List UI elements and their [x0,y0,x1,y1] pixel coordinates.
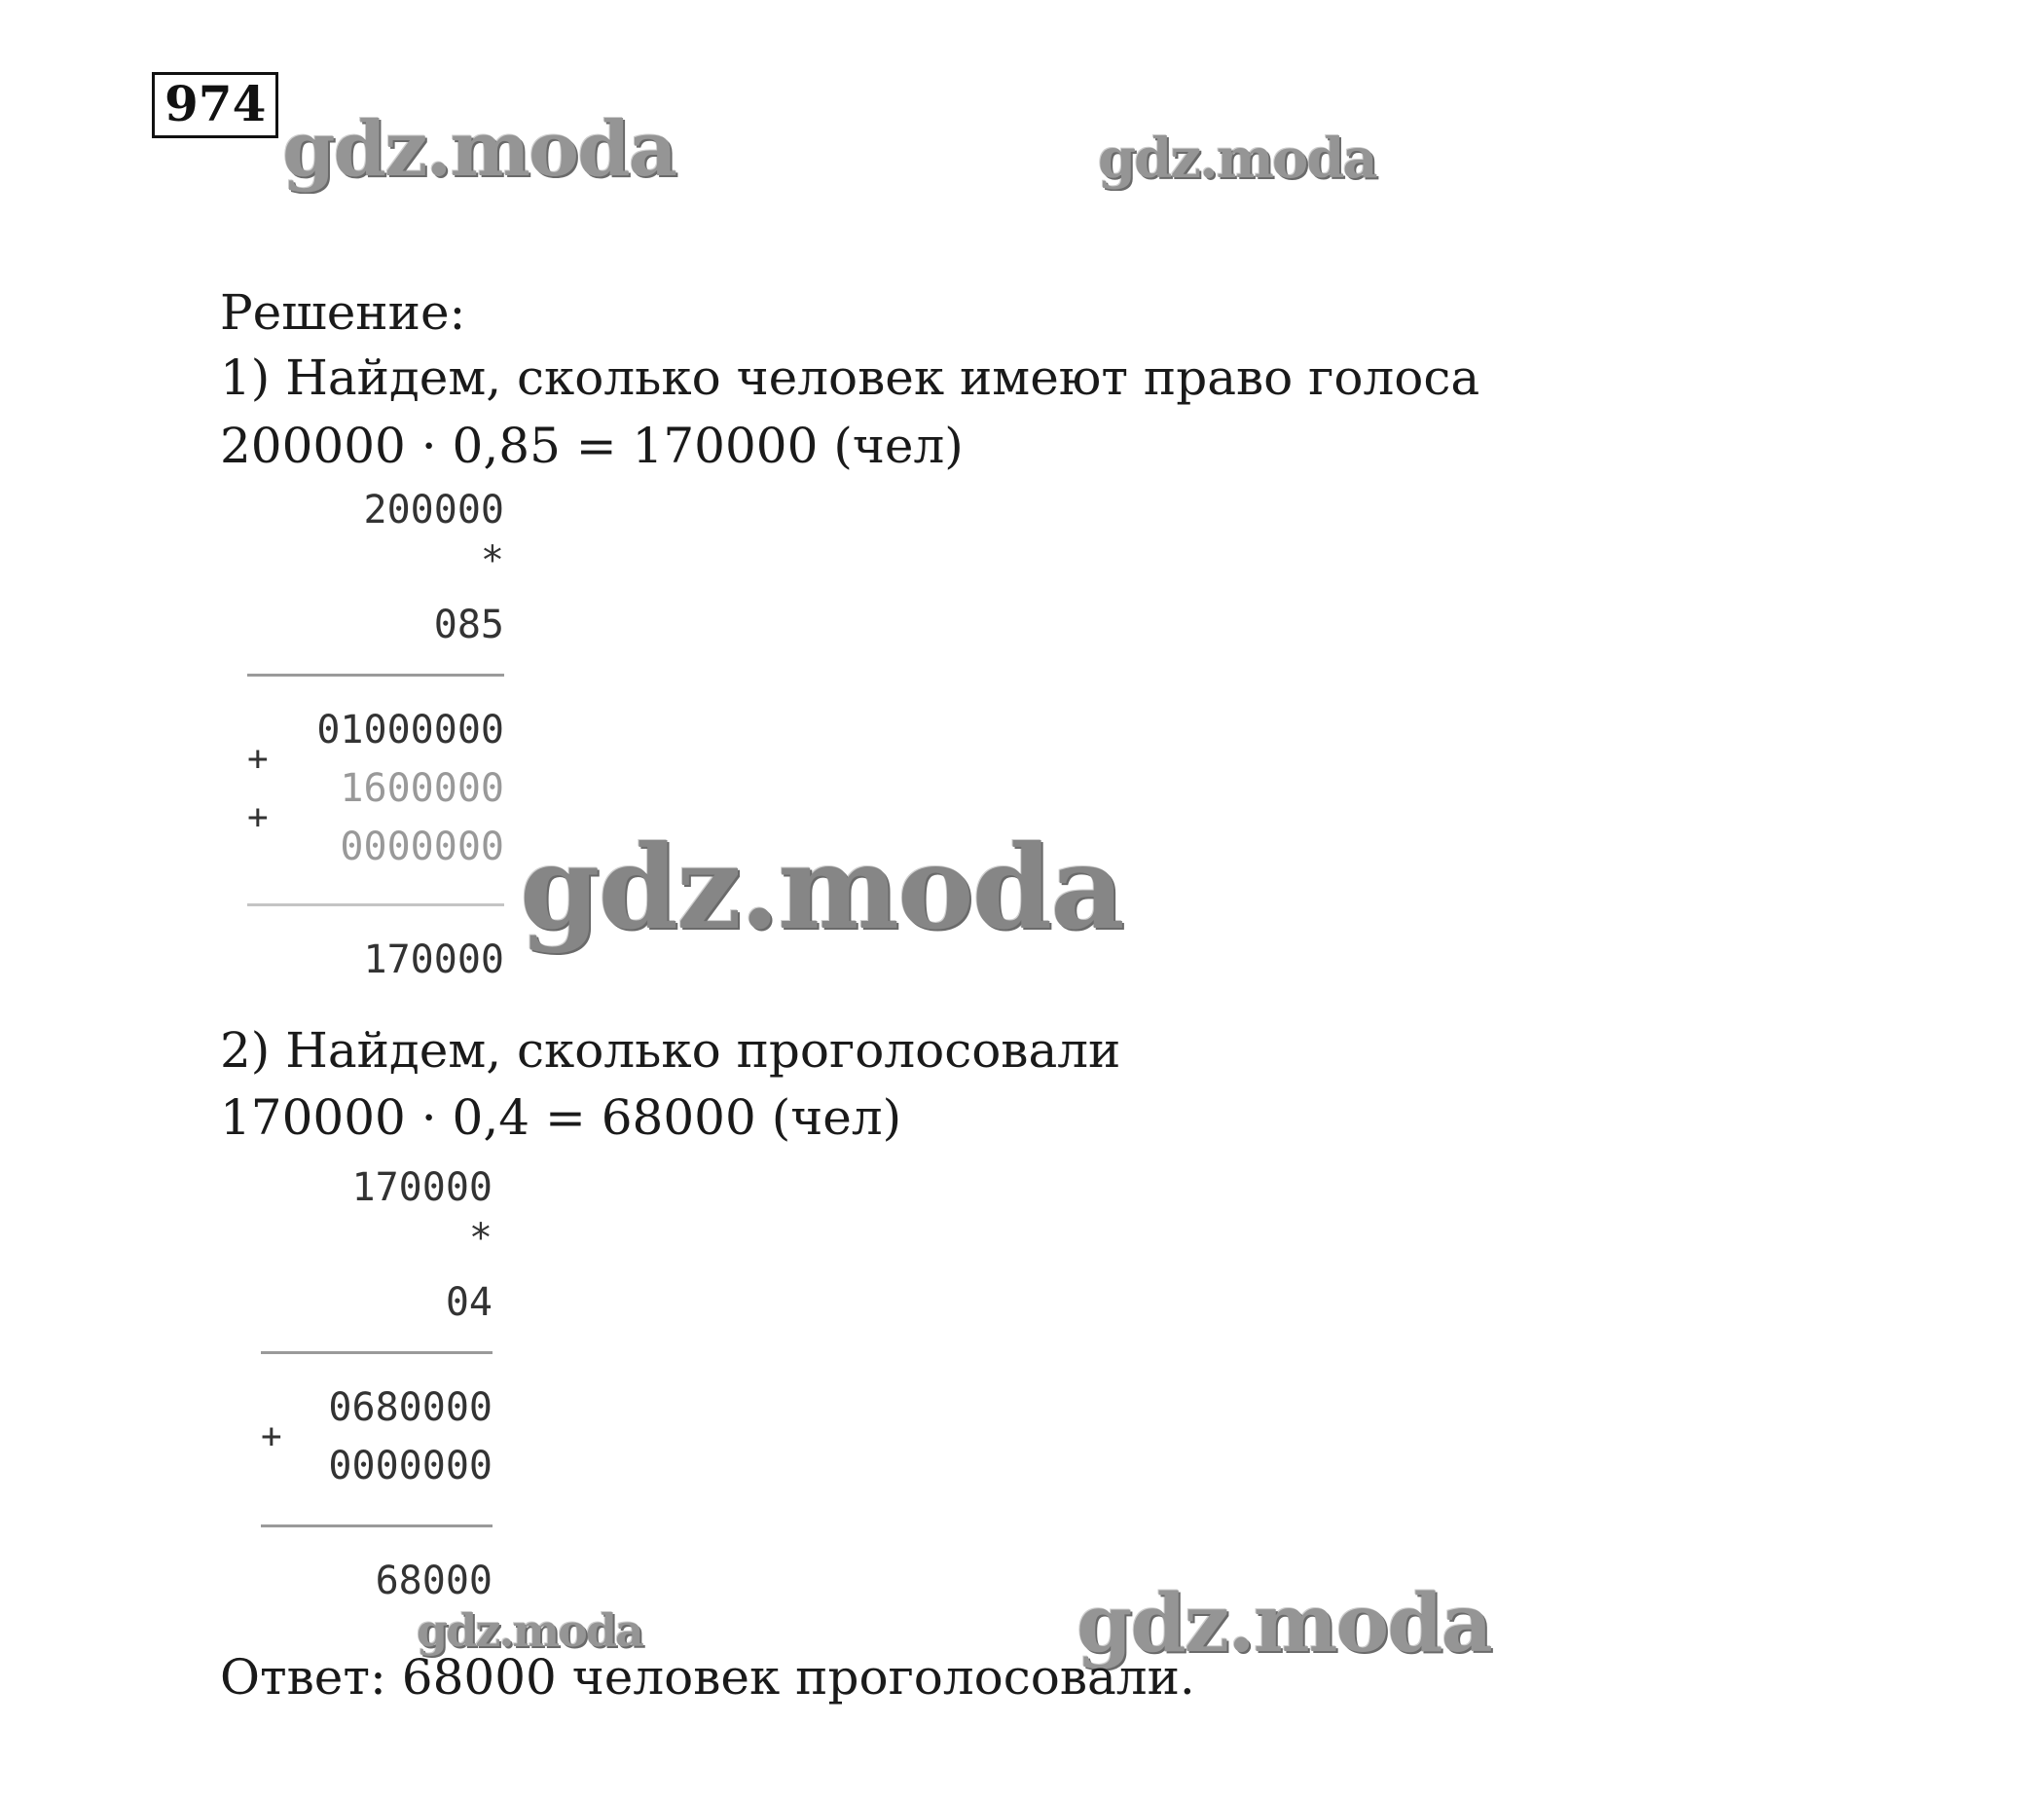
multiply-operator: * [468,1216,493,1261]
watermark: gdz.moda [520,820,1123,955]
problem-number: 974 [152,72,278,138]
multiplier: 085 [433,603,504,647]
partial-product: 0000000 [340,825,504,869]
plus-sign: + [247,739,269,779]
step1-title: 1) Найдем, сколько человек имеют право голоса [220,349,1480,406]
product-result: 170000 [363,937,504,982]
product-result: 68000 [375,1559,493,1603]
answer-text: Ответ: 68000 человек проголосовали. [220,1649,1195,1706]
step1-equation: 200000 · 0,85 = 170000 (чел) [220,418,964,474]
step2-title: 2) Найдем, сколько проголосовали [220,1022,1121,1079]
step2-equation: 170000 · 0,4 = 68000 (чел) [220,1089,902,1146]
step2-column-multiplication [261,1164,493,1622]
multiplicand: 200000 [363,488,504,532]
partial-product: 0680000 [328,1385,493,1430]
partial-product: 1600000 [340,766,504,811]
solution-label: Решение: [220,284,466,341]
watermark: gdz.moda [1098,127,1376,191]
partial-product: 0000000 [328,1444,493,1488]
plus-sign: + [247,797,269,837]
watermark: gdz.moda [282,105,676,194]
divider-line [247,674,504,677]
multiply-operator: * [480,538,504,583]
divider-line [247,903,504,906]
multiplier: 04 [445,1280,493,1325]
divider-line [261,1524,493,1527]
watermark: gdz.moda [1077,1577,1491,1670]
partial-product: 01000000 [316,708,504,753]
multiplicand: 170000 [351,1165,493,1210]
watermark: gdz.moda [417,1604,642,1657]
divider-line [261,1351,493,1354]
plus-sign: + [261,1416,282,1456]
step1-column-multiplication [247,487,504,993]
